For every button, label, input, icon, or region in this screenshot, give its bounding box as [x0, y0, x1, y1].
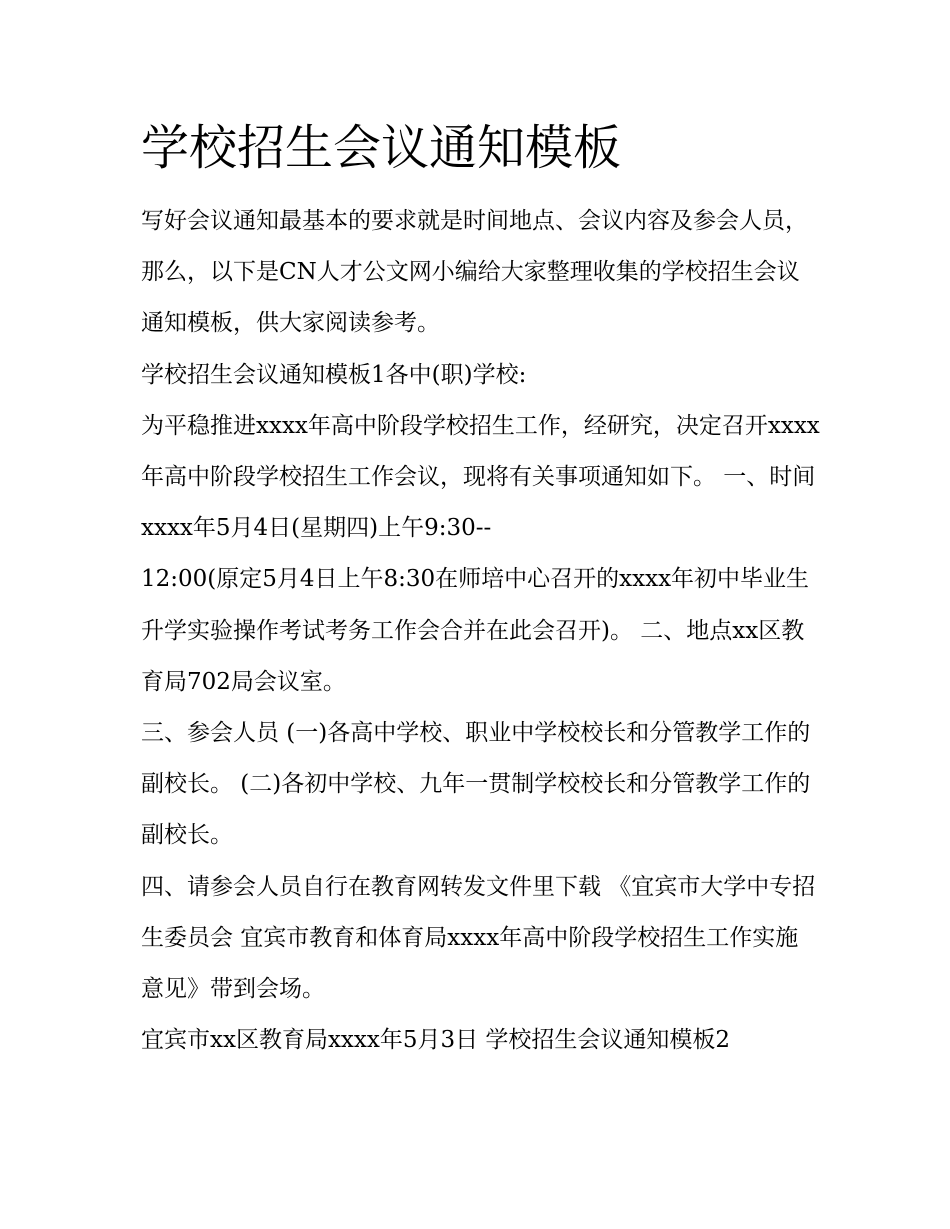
- template-1-salutation: 学校招生会议通知模板1各中(职)学校:: [141, 361, 527, 388]
- time-location-paragraph: 12:00(原定5月4日上午8:30在师培中心召开的xxxx年初中毕业生升学实验操作考试考务工作会合并在此会召开)。 二、地点xx区教育局702局会议室。: [141, 566, 810, 695]
- attendees-paragraph: 三、参会人员 (一)各高中学校、职业中学校校长和分管教学工作的副校长。 (二)各初中学校、九年一贯制学校校长和分管教学工作的副校长。: [141, 720, 811, 849]
- intro-paragraph: 写好会议通知最基本的要求就是时间地点、会议内容及参会人员，那么，以下是CN人才公文网小编给大家整理收集的学校招生会议通知模板，供大家阅读参考。: [141, 208, 808, 337]
- time-paragraph: xxxx年5月4日(星期四)上午9:30--: [141, 515, 492, 542]
- materials-paragraph: 四、请参会人员自行在教育网转发文件里下载 《宜宾市大学中专招生委员会 宜宾市教育和体育局xxxx年高中阶段学校招生工作实施意见》带到会场。: [141, 873, 816, 1003]
- notice-paragraph: 为平稳推进xxxx年高中阶段学校招生工作，经研究，决定召开xxxx年高中阶段学校招生工作会议，现将有关事项通知如下。 一、时间: [141, 412, 820, 491]
- document-body: [141, 196, 821, 1066]
- signature-paragraph: 宜宾市xx区教育局xxxx年5月3日 学校招生会议通知模板2: [141, 1027, 731, 1054]
- page-title: 学校招生会议通知模板: [141, 120, 622, 176]
